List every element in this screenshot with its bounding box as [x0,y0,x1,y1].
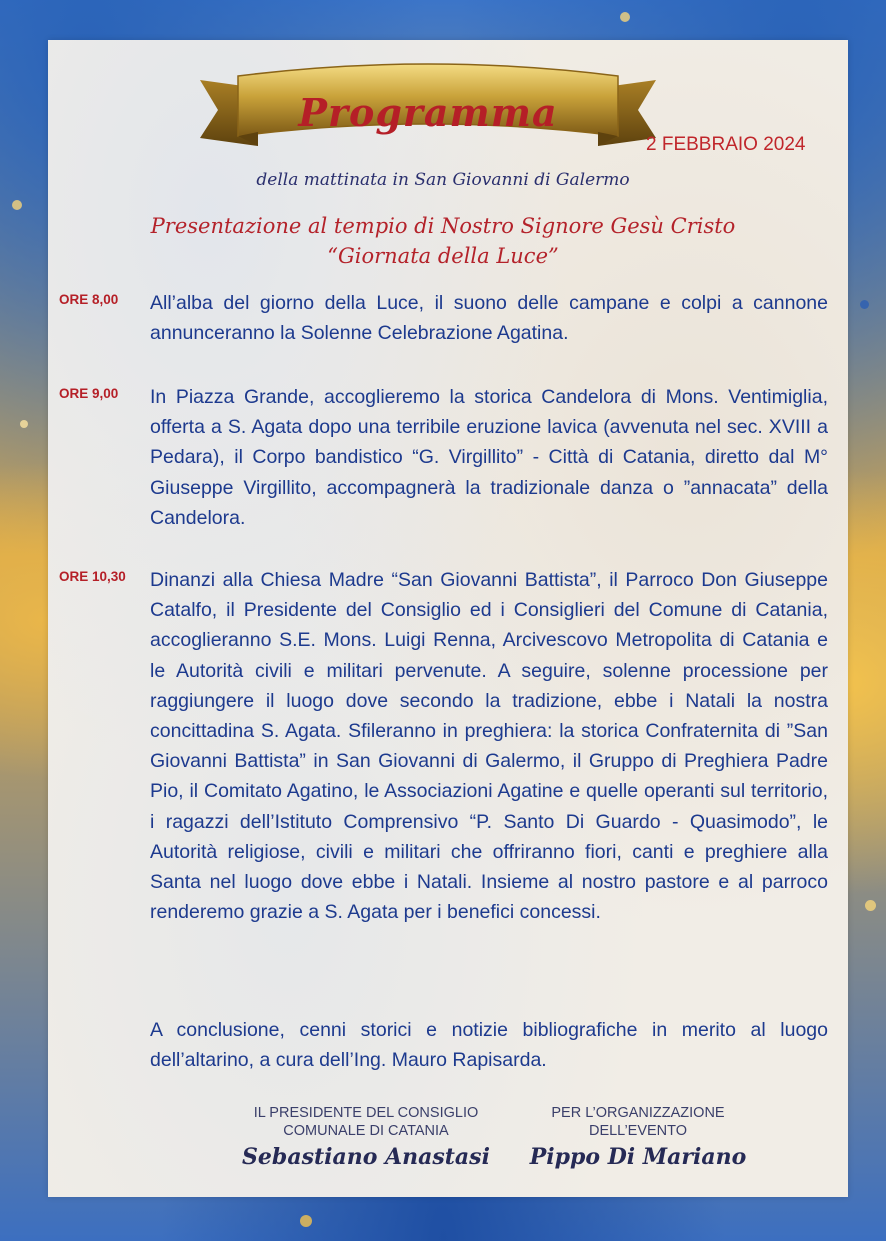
decor-speck [860,300,869,309]
decor-speck [300,1215,312,1227]
signature-organizer [520,1104,756,1170]
entry-time: ORE 10,30 [59,569,126,584]
signature-president [236,1104,496,1170]
decor-speck [20,420,28,428]
conclusion-text: A conclusione, cenni storici e notizie bibliografiche in merito al luogo dell’altarino, a cura dell’Ing. Mauro Rapisarda. [150,1019,828,1072]
entry-time: ORE 9,00 [59,386,119,401]
signature-role-line-2: COMUNALE DI CATANIA [283,1123,449,1139]
entry-text: All’alba del giorno della Luce, il suono delle campane e colpi a cannone annunceranno la Solenne Celebrazione Agatina. [150,292,828,345]
entry-text: Dinanzi alla Chiesa Madre “San Giovanni Battista”, il Parroco Don Giuseppe Catalfo, il Presidente del Consiglio ed i Consiglieri del Comune di Catania, accoglieranno S.E. Mons. Luigi Renna, Arcivescovo Metropolita di Catania e le Autorità civili e militari pervenute. A seguire, solenne processione per raggiungere il luogo dove secondo la tradizione, ebbe i Natali la nostra concittadina S. Agata. Sfileranno in preghiera: la storica Confraternita di ”San Giovanni Battista” in San Giovanni di Galermo, il Gruppo di Preghiera Padre Pio, il Comitato Agatino, le Associazioni Agatine e quelle operanti sul territorio, i ragazzi dell’Istituto Comprensivo “P. Santo Di Guardo - Quasimodo”, le Autorità religiose, civili e militari che offriranno fiori, canti e preghiere alla Santa nel luogo dove ebbe i Natali. Insieme al nostro pastore e al parroco renderemo grazie a S. Agata per i benefici concessi. [150,569,828,924]
entry-time: ORE 8,00 [59,292,119,307]
presentation-heading [0,211,886,271]
event-date: 2 FEBBRAIO 2024 [646,134,806,155]
entry-text: In Piazza Grande, accoglieremo la storica Candelora di Mons. Ventimiglia, offerta a S. Agata dopo una terribile eruzione lavica (avvenuta nel sec. XVIII a Pedara), il Corpo bandistico “G. Virgillito” - Città di Catania, diretto dal M° Giuseppe Virgillito, accompagnerà la tradizionale danza o ”annacata” della Candelora. [150,386,828,529]
signature-name: Sebastiano Anastasi [242,1144,490,1170]
signature-name: Pippo Di Mariano [529,1144,747,1170]
signature-role-line-2: DELL’EVENTO [588,1123,688,1139]
signature-role-line-1: IL PRESIDENTE DEL CONSIGLIO [253,1105,479,1121]
signature-role-line-1: PER L’ORGANIZZAZIONE [551,1105,725,1121]
program-title: Programma [298,90,558,135]
presentation-line-2: “Giornata della Luce” [327,244,559,268]
decor-speck [12,200,22,210]
presentation-line-1: Presentazione al tempio di Nostro Signore Gesù Cristo [150,214,736,238]
decor-speck [620,12,630,22]
decor-speck [865,900,876,911]
subtitle: della mattinata in San Giovanni di Galermo [256,170,630,190]
